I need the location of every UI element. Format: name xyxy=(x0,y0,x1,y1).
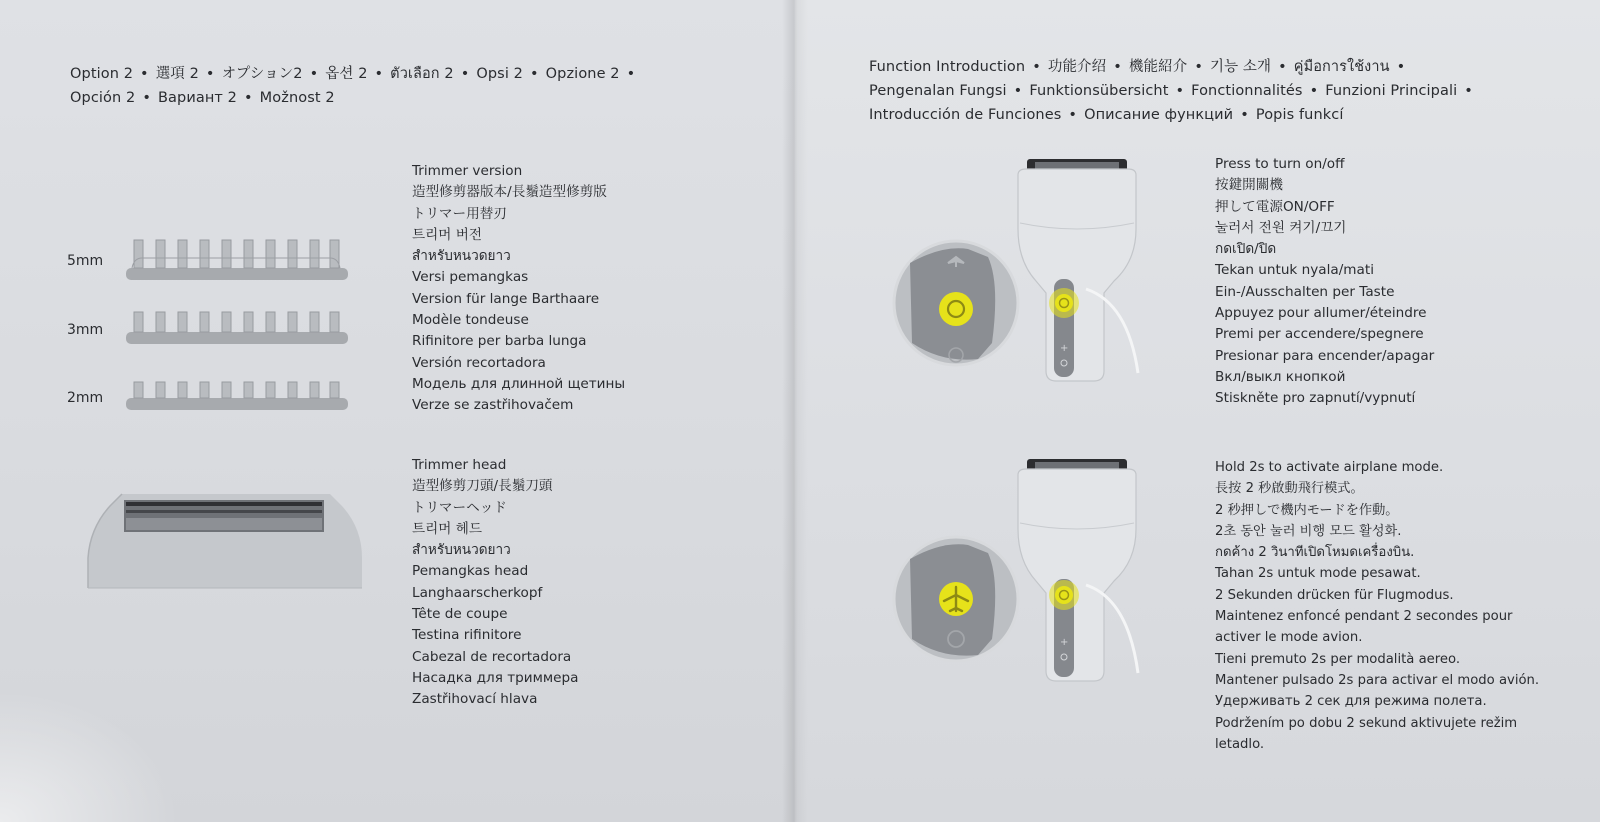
airplane-mode-illustration xyxy=(892,453,1192,693)
option-2-header xyxy=(70,62,720,110)
list-item: Testina rifinitore xyxy=(412,627,522,644)
list-item: Langhaarscherkopf xyxy=(412,584,543,601)
list-item: Verze se zastřihovačem xyxy=(412,397,574,414)
book-spine-shadow xyxy=(782,0,808,822)
list-item: 트리머 헤드 xyxy=(412,520,482,537)
header-line-2: Opción 2 • Вариант 2 • Možnost 2 xyxy=(70,90,335,106)
svg-text:+: + xyxy=(1060,637,1069,648)
airplane-mode-instructions-list xyxy=(1215,457,1539,755)
list-item: Version für lange Barthaare xyxy=(412,290,600,307)
list-item: Modèle tondeuse xyxy=(412,312,529,329)
list-item: activer le mode avion. xyxy=(1215,630,1363,646)
list-item: Trimmer version xyxy=(412,163,523,179)
list-item: letadlo. xyxy=(1215,736,1265,752)
trimmer-head-list xyxy=(412,455,578,711)
list-item: トリマーヘッド xyxy=(412,499,507,516)
list-item: 按鍵開關機 xyxy=(1215,177,1283,194)
list-item: 2 秒押しで機内モードを作動。 xyxy=(1215,502,1399,518)
header-line-2: Pengenalan Fungsi • Funktionsübersicht • Fonctionnalités • Funzioni Principali • xyxy=(869,83,1473,99)
comb-label-2mm: 2mm xyxy=(67,390,104,406)
list-item: กดเปิด/ปิด xyxy=(1215,241,1277,258)
trimmer-version-list xyxy=(412,161,625,417)
list-item: 造型修剪器版本/長鬚造型修剪版 xyxy=(412,184,607,201)
list-item: Mantener pulsado 2s para activar el modo avión. xyxy=(1215,672,1540,688)
list-item: Tekan untuk nyala/mati xyxy=(1215,262,1374,279)
list-item: กดค้าง 2 วินาทีเปิดโหมดเครื่องบิน. xyxy=(1215,545,1415,561)
list-item: Versi pemangkas xyxy=(412,269,529,286)
header-line-1: Function Introduction • 功能介绍 • 機能紹介 • 기능 소개 • คู่มือการใช้งาน • xyxy=(869,59,1406,75)
header-line-1: Option 2 • 選項 2 • オプション2 • 옵션 2 • ตัวเลือก 2 • Opsi 2 • Opzione 2 • xyxy=(70,66,636,82)
list-item: Насадка для триммера xyxy=(412,669,579,686)
list-item: 押して電源ON/OFF xyxy=(1215,198,1335,215)
list-item: Maintenez enfoncé pendant 2 secondes pour xyxy=(1215,609,1513,625)
function-introduction-header xyxy=(869,55,1549,127)
light-glare xyxy=(0,690,180,822)
list-item: Trimmer head xyxy=(412,457,507,473)
list-item: 2초 동안 눌러 비행 모드 활성화. xyxy=(1215,523,1402,539)
list-item: 2 Sekunden drücken für Flugmodus. xyxy=(1215,587,1454,603)
list-item: Zastřihovací hlava xyxy=(412,691,538,708)
header-line-3: Introducción de Funciones • Описание функций • Popis funkcí xyxy=(869,107,1344,123)
comb-5mm-illustration xyxy=(124,236,350,284)
list-item: Presionar para encender/apagar xyxy=(1215,347,1435,364)
list-item: Tahan 2s untuk mode pesawat. xyxy=(1215,566,1421,582)
list-item: สำหรับหนวดยาว xyxy=(412,542,511,559)
list-item: Pemangkas head xyxy=(412,563,529,580)
list-item: Stiskněte pro zapnutí/vypnutí xyxy=(1215,390,1416,407)
comb-2mm-illustration xyxy=(124,378,350,414)
power-button-illustration xyxy=(892,153,1192,393)
list-item: สำหรับหนวดยาว xyxy=(412,248,511,265)
list-item: 트리머 버전 xyxy=(412,226,482,243)
list-item: Premi per accendere/spegnere xyxy=(1215,326,1424,343)
list-item: Rifinitore per barba lunga xyxy=(412,333,587,350)
list-item: Ein-/Ausschalten per Taste xyxy=(1215,283,1395,300)
list-item: Appuyez pour allumer/éteindre xyxy=(1215,305,1427,322)
list-item: Вкл/выкл кнопкой xyxy=(1215,368,1346,385)
list-item: Versión recortadora xyxy=(412,354,546,371)
list-item: Press to turn on/off xyxy=(1215,156,1345,172)
list-item: Cabezal de recortadora xyxy=(412,648,572,665)
list-item: Tête de coupe xyxy=(412,606,508,623)
list-item: トリマー用替刃 xyxy=(412,205,507,222)
list-item: Podržením po dobu 2 sekund aktivujete režim xyxy=(1215,715,1518,731)
list-item: 눌러서 전원 켜기/끄기 xyxy=(1215,219,1347,236)
list-item: 長按 2 秒啟動飛行模式。 xyxy=(1215,481,1364,497)
power-instructions-list xyxy=(1215,154,1434,410)
comb-3mm-illustration xyxy=(124,308,350,348)
trimmer-head-illustration xyxy=(86,488,364,594)
list-item: Tieni premuto 2s per modalità aereo. xyxy=(1215,651,1461,667)
comb-label-3mm: 3mm xyxy=(67,322,104,338)
list-item: 造型修剪刀頭/長鬚刀頭 xyxy=(412,478,553,495)
comb-label-5mm: 5mm xyxy=(67,253,104,269)
svg-text:+: + xyxy=(1060,343,1069,354)
list-item: Модель для длинной щетины xyxy=(412,375,626,392)
list-item: Hold 2s to activate airplane mode. xyxy=(1215,460,1444,475)
list-item: Удерживать 2 сек для режима полета. xyxy=(1215,694,1487,710)
